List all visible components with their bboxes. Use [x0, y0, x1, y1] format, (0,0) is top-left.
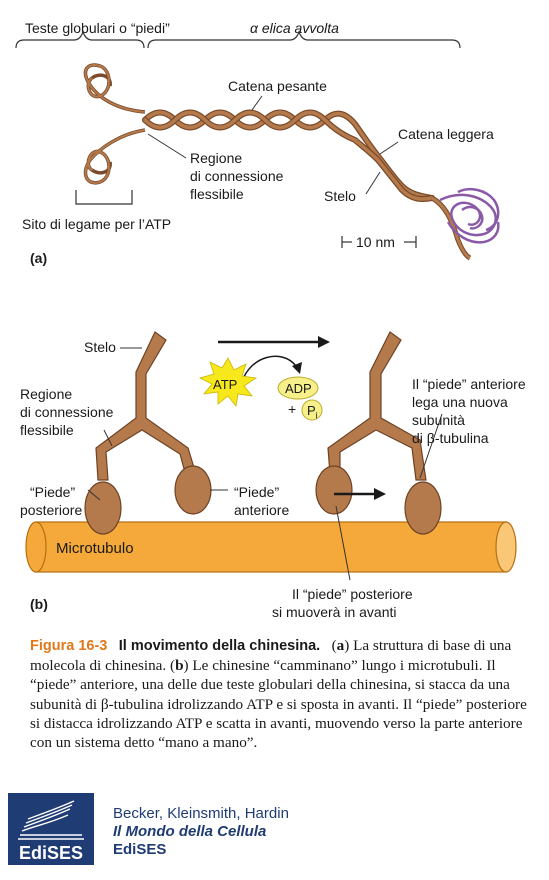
label-region-b-2: di connessione: [20, 404, 114, 420]
label-right-2: lega una nuova: [412, 394, 508, 410]
label-right-4: di β-tubulina: [412, 430, 489, 446]
footer-authors: Becker, Kleinsmith, Hardin: [113, 805, 289, 822]
label-light-chain: Catena leggera: [398, 126, 494, 142]
label-right-3: subunità: [412, 412, 465, 428]
pi-p: P: [307, 403, 316, 418]
caption-figure-number: Figura 16-3: [30, 638, 108, 654]
label-rear-foot-2: posteriore: [20, 502, 83, 518]
label-rear-foot-1: “Piede”: [30, 484, 76, 500]
rear-foot-left: [85, 482, 121, 534]
footer-publisher: EdiSES: [113, 841, 167, 858]
front-foot-left: [175, 466, 211, 514]
plus-label: +: [288, 401, 297, 417]
caption-text-a: La struttura di base di una molecola di chinesina. (: [30, 637, 512, 675]
edises-logo: [8, 793, 94, 865]
label-region-b-1: Regione: [20, 386, 73, 402]
label-region-a-3: flessibile: [190, 186, 244, 202]
label-stalk-a: Stelo: [324, 188, 356, 204]
panel-a-letter: (a): [30, 250, 48, 266]
figure-caption: Figura 16-3 Il movimento della chinesina. (a) La struttura di base di una molecola di chinesina. (b) Le chinesine “camminano” lungo i microtubuli. Il “piede” anteriore, una delle due teste globulari della chinesina, si stacca da una subunità di β-tubulina idrolizzando ATP e si sposta in avanti. Il “piede” posteriore si distacca idrolizzando ATP e scatta in avanti, muovendo verso la parte anteriore con un sistema detto “mano a mano”.: [30, 637, 527, 752]
adp-label: ADP: [285, 381, 312, 396]
label-front-foot-1: “Piede”: [234, 484, 280, 500]
logo-text: EdiSES: [18, 843, 84, 863]
label-microtubule: Microtubulo: [56, 540, 134, 557]
kinesin-walking-diagram: [0, 290, 549, 630]
panel-b-letter: (b): [30, 596, 48, 612]
label-right-1: Il “piede” anteriore: [412, 376, 526, 392]
label-region-b-3: flessibile: [20, 422, 74, 438]
kinesin-molecule-diagram: [0, 0, 549, 290]
label-scale: 10 nm: [356, 234, 395, 250]
front-foot-right: [405, 482, 441, 534]
caption-text-b: ) Le chinesine “camminano” lungo i microtubuli. Il “piede” anteriore, una delle due teste globulari della chinesina, si stacca da una subunità di β-tubulina idrolizzando ATP e si sposta in avanti. Il “piede” posteriore si distacca idrolizzando ATP e scatta in avanti, muovendo verso la parte anteriore con un sistema detto “mano a mano”.: [30, 657, 527, 752]
caption-a-marker: a: [336, 637, 345, 654]
kinesin-left: [85, 332, 211, 534]
label-bottom-2: si muoverà in avanti: [272, 604, 397, 620]
label-heads: Teste globulari o “piedi”: [25, 20, 170, 36]
pi-label: [307, 402, 318, 425]
caption-b-marker: b: [175, 657, 184, 675]
label-helix: α elica avvolta: [250, 20, 339, 36]
atp-site-bracket: [76, 190, 132, 204]
direction-arrowhead: [318, 336, 330, 348]
label-atp-site: Sito di legame per l’ATP: [22, 216, 172, 232]
rear-foot-right: [316, 466, 352, 514]
brace-heads: [16, 32, 144, 48]
label-heavy-chain: Catena pesante: [228, 78, 327, 94]
footer-title: Il Mondo della Cellula: [113, 823, 267, 840]
caption-title: Il movimento della chinesina.: [118, 638, 321, 654]
atp-label: ATP: [213, 377, 238, 392]
label-front-foot-2: anteriore: [234, 502, 290, 518]
label-region-a-2: di connessione: [190, 168, 284, 184]
brace-helix: [148, 32, 460, 48]
label-stalk-b: Stelo: [84, 339, 116, 355]
pi-sub: i: [315, 410, 318, 421]
label-bottom-1: Il “piede” posteriore: [292, 586, 413, 602]
footer-text: [113, 805, 289, 859]
label-region-a-1: Regione: [190, 150, 243, 166]
